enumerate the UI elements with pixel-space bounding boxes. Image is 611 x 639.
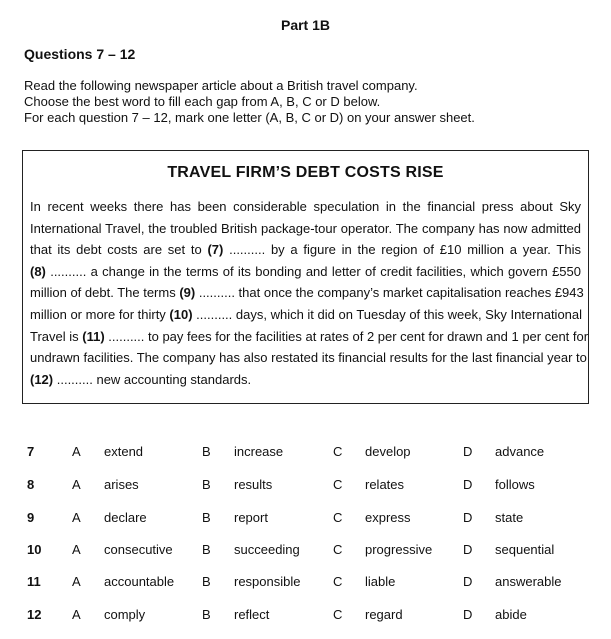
option-row [0,607,611,639]
option-letter-a: A [72,477,81,492]
option-row [0,510,611,542]
line-text: .......... that once the company’s market capitalisation reaches £943 [195,285,584,301]
option-word: abide [495,607,527,622]
option-word: advance [495,444,545,459]
question-number: 10 [27,542,42,557]
line-text: million of debt. The terms [30,285,180,301]
option-letter-b: B [202,542,211,557]
gap-number-12: (12) [30,371,54,387]
option-letter-b: B [202,444,211,459]
article-line [30,326,589,348]
option-word: report [234,510,268,525]
line-text: .......... a change in the terms of its bonding and letter of credit facilities, which govern £550 [45,263,581,279]
line-text: .......... new accounting standards. [53,371,252,387]
instruction-line: Read the following newspaper article about a British travel company. [24,78,418,93]
article-line [30,239,581,261]
option-row [0,444,611,476]
article-title: TRAVEL FIRM’S DEBT COSTS RISE [167,164,444,181]
option-word: express [365,510,411,525]
option-letter-d: D [463,607,473,622]
gap-number-11: (11) [82,328,105,344]
article-line [30,369,581,391]
line-text: Travel is [30,328,83,344]
option-letter-a: A [72,444,81,459]
option-word: accountable [104,574,175,589]
line-text: In recent weeks there has been considerable speculation in the financial press about Sky [30,199,581,214]
option-letter-c: C [333,542,343,557]
line-text: undrawn facilities. The company has also restated its financial results for the last financial year to [30,350,587,366]
instruction-line: Choose the best word to fill each gap from A, B, C or D below. [24,94,381,109]
option-letter-c: C [333,607,343,622]
option-word: develop [365,444,411,459]
option-word: increase [234,444,284,459]
article-box [22,150,589,404]
article-line [30,304,581,326]
option-word: comply [104,607,146,622]
option-letter-c: C [333,574,343,589]
article-line [30,347,587,369]
question-number: 7 [27,444,35,459]
question-number: 9 [27,510,35,525]
option-letter-b: B [202,574,211,589]
question-number: 11 [27,574,41,589]
line-text: million or more for thirty [30,306,170,322]
line-text: .......... to pay fees for the facilities at rates of 2 per cent for drawn and 1 per cent for [104,328,589,344]
option-word: sequential [495,542,555,557]
option-letter-c: C [333,510,343,525]
question-number: 12 [27,607,42,622]
option-word: regard [365,607,403,622]
option-word: consecutive [104,542,173,557]
option-row [0,542,611,574]
option-word: relates [365,477,405,492]
gap-number-9: (9) [179,285,196,301]
option-letter-d: D [463,574,473,589]
article-line [30,282,584,304]
article-body [30,196,589,390]
gap-number-10: (10) [169,306,193,322]
instruction-line: For each question 7 – 12, mark one letter (A, B, C or D) on your answer sheet. [24,110,475,125]
question-number: 8 [27,477,35,492]
option-word: state [495,510,524,525]
line-text: International Travel, the troubled British package-tour operator. The company has now admitted [30,220,581,236]
option-word: reflect [234,607,270,622]
questions-heading: Questions 7 – 12 [24,46,136,62]
option-word: arises [104,477,139,492]
option-letter-a: A [72,574,81,589]
gap-number-8: (8) [30,263,46,279]
option-word: liable [365,574,396,589]
option-letter-d: D [463,444,473,459]
option-row [0,477,611,509]
option-word: results [234,477,273,492]
part-title: Part 1B [280,17,331,33]
option-word: answerable [495,574,562,589]
option-letter-a: A [72,510,81,525]
option-word: extend [104,444,144,459]
option-letter-a: A [72,542,81,557]
instructions [24,78,475,126]
article-line [30,261,581,283]
option-letter-c: C [333,444,343,459]
option-letter-d: D [463,477,473,492]
option-word: follows [495,477,535,492]
line-text: that its debt costs are set to [30,242,208,258]
article-line [30,218,581,240]
option-row [0,574,611,606]
option-letter-d: D [463,510,473,525]
line-text: .......... by a figure in the region of £10 million a year. This [223,242,581,258]
option-letter-b: B [202,510,211,525]
option-letter-a: A [72,607,81,622]
option-word: succeeding [234,542,300,557]
option-word: responsible [234,574,301,589]
option-letter-c: C [333,477,343,492]
option-word: declare [104,510,147,525]
option-word: progressive [365,542,433,557]
gap-number-7: (7) [207,242,224,258]
line-text: .......... days, which it did on Tuesday of this week, Sky International [192,306,583,322]
option-letter-b: B [202,607,211,622]
article-line [30,196,581,218]
option-letter-d: D [463,542,473,557]
option-letter-b: B [202,477,211,492]
